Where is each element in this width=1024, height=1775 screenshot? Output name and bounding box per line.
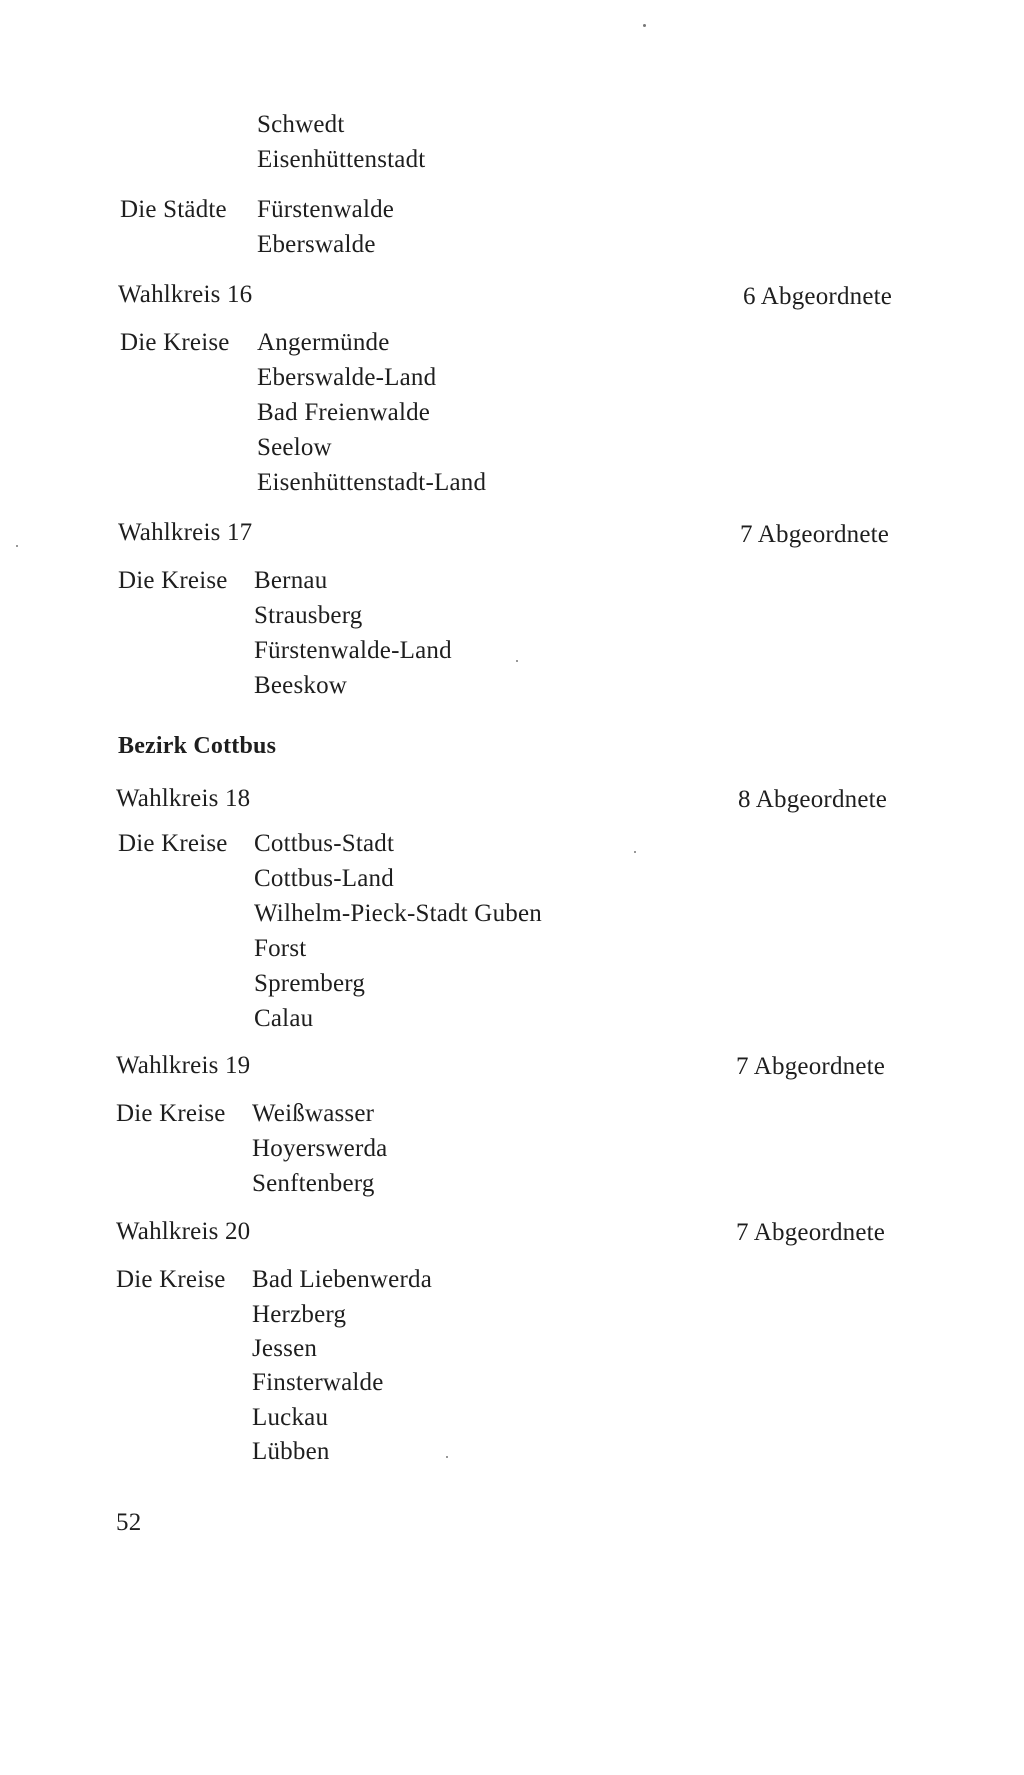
scan-speck bbox=[516, 660, 518, 662]
scan-speck bbox=[16, 545, 18, 547]
district-item: Fürstenwalde-Land bbox=[254, 637, 452, 664]
district-item: Bad Freienwalde bbox=[257, 399, 431, 426]
constituency-label: Wahlkreis 19 bbox=[116, 1052, 251, 1079]
district-group-label: Die Kreise bbox=[116, 1100, 226, 1127]
scan-speck bbox=[643, 24, 646, 27]
district-item: Lübben bbox=[252, 1438, 330, 1465]
seat-count: 7 Abgeordnete bbox=[736, 1053, 886, 1080]
seat-count: 6 Abgeordnete bbox=[743, 283, 893, 310]
district-item: Finsterwalde bbox=[252, 1369, 384, 1396]
constituency-label: Wahlkreis 17 bbox=[118, 519, 253, 546]
district-item: Senftenberg bbox=[252, 1170, 375, 1197]
district-item: Eisenhüttenstadt bbox=[257, 146, 426, 173]
district-item: Fürstenwalde bbox=[257, 196, 395, 223]
scan-speck bbox=[446, 1456, 448, 1458]
district-item: Eberswalde bbox=[257, 231, 376, 258]
district-item: Bernau bbox=[254, 567, 328, 594]
district-group-label: Die Kreise bbox=[118, 567, 228, 594]
scan-speck bbox=[634, 851, 636, 853]
district-item: Luckau bbox=[252, 1404, 329, 1431]
district-item: Eberswalde-Land bbox=[257, 364, 437, 391]
section-heading: Bezirk Cottbus bbox=[118, 733, 277, 759]
district-item: Seelow bbox=[257, 434, 332, 461]
district-group-label: Die Kreise bbox=[120, 329, 230, 356]
district-item: Cottbus-Land bbox=[254, 865, 394, 892]
district-item: Schwedt bbox=[257, 111, 345, 138]
district-item: Weißwasser bbox=[252, 1100, 375, 1127]
district-item: Strausberg bbox=[254, 602, 363, 629]
district-item: Beeskow bbox=[254, 672, 348, 699]
district-item: Herzberg bbox=[252, 1301, 347, 1328]
district-item: Jessen bbox=[252, 1335, 318, 1362]
district-item: Angermünde bbox=[257, 329, 390, 356]
district-item: Bad Liebenwerda bbox=[252, 1266, 433, 1293]
district-item: Wilhelm-Pieck-Stadt Guben bbox=[254, 900, 542, 927]
constituency-label: Wahlkreis 16 bbox=[118, 281, 253, 308]
seat-count: 7 Abgeordnete bbox=[736, 1219, 886, 1246]
constituency-label: Wahlkreis 18 bbox=[116, 785, 251, 812]
district-item: Cottbus-Stadt bbox=[254, 830, 395, 857]
district-group-label: Die Kreise bbox=[118, 830, 228, 857]
district-item: Forst bbox=[254, 935, 307, 962]
district-item: Hoyerswerda bbox=[252, 1135, 388, 1162]
constituency-label: Wahlkreis 20 bbox=[116, 1218, 251, 1245]
page-number: 52 bbox=[116, 1509, 142, 1536]
district-item: Calau bbox=[254, 1005, 314, 1032]
district-item: Spremberg bbox=[254, 970, 366, 997]
seat-count: 8 Abgeordnete bbox=[738, 786, 888, 813]
district-group-label: Die Städte bbox=[120, 196, 227, 223]
district-group-label: Die Kreise bbox=[116, 1266, 226, 1293]
seat-count: 7 Abgeordnete bbox=[740, 521, 890, 548]
district-item: Eisenhüttenstadt-Land bbox=[257, 469, 487, 496]
